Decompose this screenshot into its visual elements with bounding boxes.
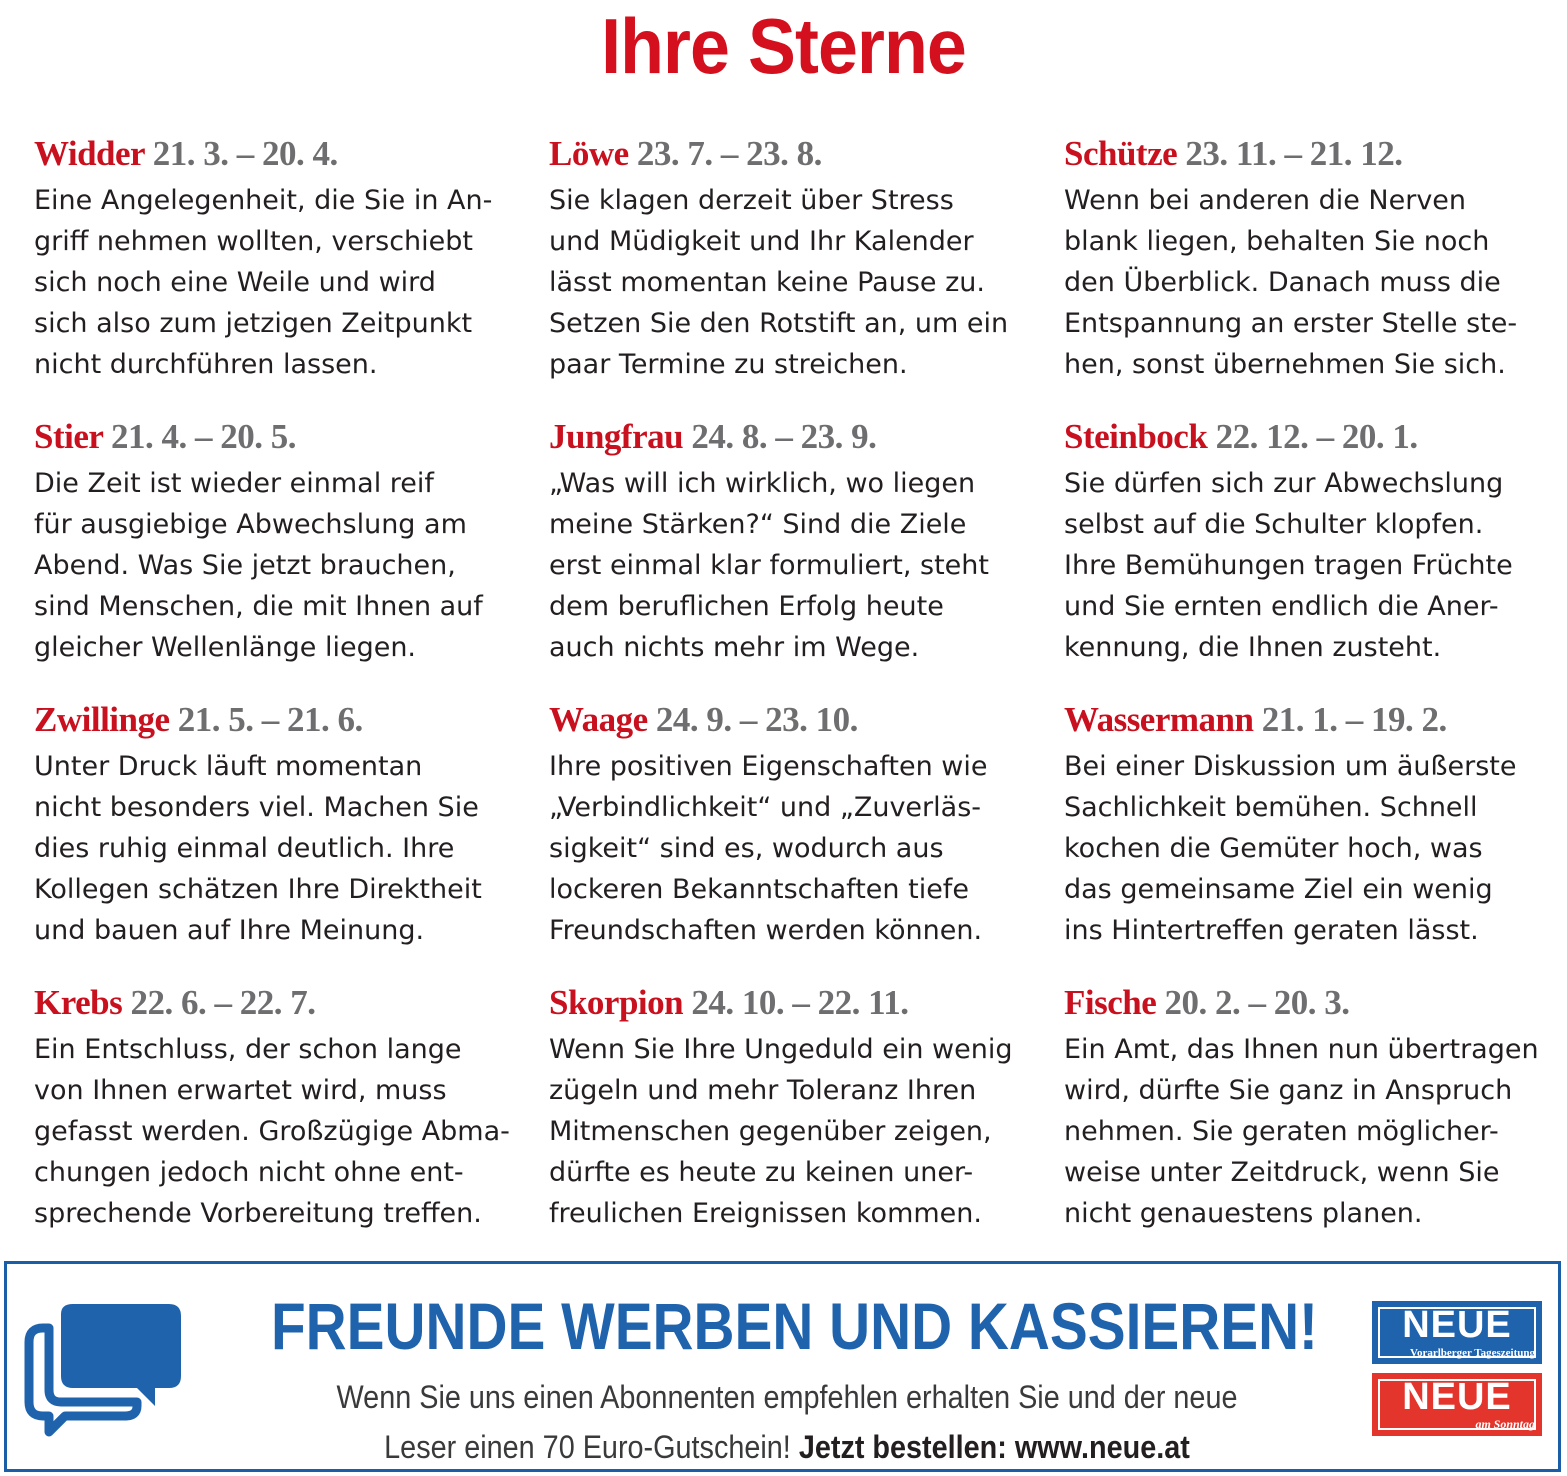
promo-line-2 [247, 1422, 1327, 1472]
text-line: nehmen. Sie geraten möglicher- [1064, 1116, 1499, 1147]
text-line: sind Menschen, die mit Ihnen auf [34, 591, 483, 622]
promo-line-2-text: Leser einen 70 Euro-Gutschein! [384, 1429, 791, 1465]
sign-name: Stier [34, 417, 103, 456]
sign-heading [1064, 128, 1559, 180]
sign-name: Skorpion [549, 983, 684, 1022]
neue-am-sonntag-logo[interactable] [1372, 1373, 1542, 1436]
sign-name: Wassermann [1064, 700, 1254, 739]
text-line: auch nichts mehr im Wege. [549, 632, 920, 663]
sign-krebs [34, 977, 524, 1260]
text-line: lockeren Bekanntschaften tiefe [549, 874, 969, 905]
text-line: sich also zum jetzigen Zeitpunkt [34, 308, 473, 339]
text-line: chungen jedoch nicht ohne ent- [34, 1157, 464, 1188]
sign-heading [34, 694, 524, 746]
text-line: selbst auf die Schulter klopfen. [1064, 509, 1484, 540]
text-line: Abend. Was Sie jetzt brauchen, [34, 550, 456, 581]
text-line: ins Hintertreffen geraten lässt. [1064, 915, 1479, 946]
promo-text [187, 1372, 1387, 1472]
text-line: erst einmal klar formuliert, steht [549, 550, 989, 581]
promo-cta-link[interactable]: Jetzt bestellen: www.neue.at [798, 1429, 1190, 1465]
sign-wassermann [1064, 694, 1559, 977]
promo-line-1: Wenn Sie uns einen Abonnenten empfehlen erhalten Sie und der neue [336, 1379, 1238, 1415]
text-line: Ein Entschluss, der schon lange [34, 1034, 462, 1065]
text-line: kennung, die Ihnen zusteht. [1064, 632, 1442, 663]
text-line: Mitmenschen gegenüber zeigen, [549, 1116, 992, 1147]
sign-dates: 20. 2. – 20. 3. [1164, 983, 1350, 1022]
text-line: wird, dürfte Sie ganz in Anspruch [1064, 1075, 1513, 1106]
sign-waage [549, 694, 1039, 977]
text-line: Freundschaften werden können. [549, 915, 983, 946]
logo-subtitle-small: am [1475, 1417, 1491, 1431]
text-line: „Verbindlichkeit“ und „Zuverläs- [549, 792, 981, 823]
sign-dates: 24. 9. – 23. 10. [655, 700, 858, 739]
text-line: Wenn bei anderen die Nerven [1064, 185, 1467, 216]
sign-name: Steinbock [1064, 417, 1208, 456]
text-line: „Was will ich wirklich, wo liegen [549, 468, 976, 499]
sign-text [34, 463, 524, 668]
sign-dates: 23. 7. – 23. 8. [636, 134, 822, 173]
sign-name: Löwe [549, 134, 629, 173]
sign-widder [34, 128, 524, 411]
sign-dates: 24. 10. – 22. 11. [691, 983, 909, 1022]
text-line: meine Stärken?“ Sind die Ziele [549, 509, 967, 540]
sign-heading [34, 977, 524, 1029]
sign-dates: 23. 11. – 21. 12. [1185, 134, 1403, 173]
text-line: dürfte es heute zu keinen uner- [549, 1157, 974, 1188]
neue-logo[interactable] [1372, 1301, 1542, 1364]
text-line: lässt momentan keine Pause zu. [549, 267, 985, 298]
sign-name: Schütze [1064, 134, 1178, 173]
text-line: sigkeit“ sind es, wodurch aus [549, 833, 944, 864]
text-line: Bei einer Diskussion um äußerste [1064, 751, 1517, 782]
sign-heading [34, 411, 524, 463]
text-line: Ihre Bemühungen tragen Früchte [1064, 550, 1513, 581]
promo-banner[interactable] [4, 1261, 1561, 1472]
text-line: nicht genauestens planen. [1064, 1198, 1423, 1229]
text-line: Die Zeit ist wieder einmal reif [34, 468, 434, 499]
sign-text [34, 1029, 524, 1234]
text-line: nicht durchführen lassen. [34, 349, 378, 380]
sign-name: Fische [1064, 983, 1157, 1022]
sign-text [1064, 746, 1559, 951]
sign-heading [549, 411, 1039, 463]
sign-heading [549, 977, 1039, 1029]
text-line: Wenn Sie Ihre Ungeduld ein wenig [549, 1034, 1013, 1065]
sign-zwillinge [34, 694, 524, 977]
logo-word: NEUE [1402, 1376, 1512, 1418]
text-line: Ein Amt, das Ihnen nun übertragen [1064, 1034, 1539, 1065]
sign-heading [1064, 977, 1559, 1029]
text-line: Setzen Sie den Rotstift an, um ein [549, 308, 1009, 339]
logo-word: NEUE [1402, 1304, 1512, 1346]
page-title: Ihre Sterne [601, 2, 966, 90]
text-line: und Sie ernten endlich die Aner- [1064, 591, 1499, 622]
horoscope-column-3 [1064, 128, 1559, 1260]
sign-name: Zwillinge [34, 700, 170, 739]
sign-text [549, 746, 1039, 951]
sign-jungfrau [549, 411, 1039, 694]
sign-fische [1064, 977, 1559, 1260]
horoscope-column-2 [549, 128, 1039, 1260]
speech-bubbles-icon [21, 1302, 183, 1438]
text-line: griff nehmen wollten, verschiebt [34, 226, 474, 257]
text-line: dies ruhig einmal deutlich. Ihre [34, 833, 455, 864]
sign-dates: 21. 5. – 21. 6. [177, 700, 363, 739]
sign-name: Krebs [34, 983, 123, 1022]
sign-skorpion [549, 977, 1039, 1260]
sign-dates: 21. 4. – 20. 5. [111, 417, 297, 456]
text-line: für ausgiebige Abwechslung am [34, 509, 467, 540]
text-line: kochen die Gemüter hoch, was [1064, 833, 1483, 864]
sign-text [34, 746, 524, 951]
sign-name: Widder [34, 134, 145, 173]
text-line: hen, sonst übernehmen Sie sich. [1064, 349, 1506, 380]
logo-subtitle: Vorarlberger Tageszeitung [1410, 1347, 1535, 1359]
sign-heading [1064, 694, 1559, 746]
text-line: sich noch eine Weile und wird [34, 267, 436, 298]
text-line: gleicher Wellenlänge liegen. [34, 632, 417, 663]
text-line: und bauen auf Ihre Meinung. [34, 915, 425, 946]
text-line: paar Termine zu streichen. [549, 349, 908, 380]
text-line: zügeln und mehr Toleranz Ihren [549, 1075, 977, 1106]
text-line: sprechende Vorbereitung treffen. [34, 1198, 482, 1229]
text-line: freulichen Ereignissen kommen. [549, 1198, 982, 1229]
text-line: blank liegen, behalten Sie noch [1064, 226, 1490, 257]
sign-text [1064, 180, 1559, 385]
sign-heading [1064, 411, 1559, 463]
sign-dates: 21. 3. – 20. 4. [152, 134, 338, 173]
sign-text [1064, 1029, 1559, 1234]
sign-heading [549, 128, 1039, 180]
sign-steinbock [1064, 411, 1559, 694]
logo-subtitle [1375, 1418, 1535, 1432]
text-line: Ihre positiven Eigenschaften wie [549, 751, 988, 782]
sign-text [549, 1029, 1039, 1234]
sign-text [34, 180, 524, 385]
sign-heading [34, 128, 524, 180]
text-line: gefasst werden. Großzügige Abma- [34, 1116, 510, 1147]
sign-dates: 22. 12. – 20. 1. [1215, 417, 1418, 456]
sign-text [549, 180, 1039, 385]
sign-text [1064, 463, 1559, 668]
text-line: Eine Angelegenheit, die Sie in An- [34, 185, 493, 216]
horoscope-column-1 [34, 128, 524, 1260]
text-line: den Überblick. Danach muss die [1064, 267, 1501, 298]
text-line: Sie klagen derzeit über Stress [549, 185, 954, 216]
sign-dates: 24. 8. – 23. 9. [691, 417, 877, 456]
text-line: weise unter Zeitdruck, wenn Sie [1064, 1157, 1500, 1188]
sign-name: Waage [549, 700, 648, 739]
text-line: Unter Druck läuft momentan [34, 751, 423, 782]
text-line: nicht besonders viel. Machen Sie [34, 792, 479, 823]
sign-schuetze [1064, 128, 1559, 411]
text-line: das gemeinsame Ziel ein wenig [1064, 874, 1493, 905]
sign-heading [549, 694, 1039, 746]
sign-dates: 22. 6. – 22. 7. [130, 983, 316, 1022]
sign-loewe [549, 128, 1039, 411]
text-line: Sachlichkeit bemühen. Schnell [1064, 792, 1478, 823]
sign-stier [34, 411, 524, 694]
logo-subtitle-main: Sonntag [1493, 1417, 1535, 1431]
text-line: von Ihnen erwartet wird, muss [34, 1075, 447, 1106]
text-line: Entspannung an erster Stelle ste- [1064, 308, 1518, 339]
sign-name: Jungfrau [549, 417, 684, 456]
sign-dates: 21. 1. – 19. 2. [1261, 700, 1447, 739]
text-line: dem beruflichen Erfolg heute [549, 591, 944, 622]
text-line: Sie dürfen sich zur Abwechslung [1064, 468, 1504, 499]
promo-headline: FREUNDE WERBEN UND KASSIEREN! [271, 1289, 1318, 1363]
text-line: und Müdigkeit und Ihr Kalender [549, 226, 974, 257]
text-line: Kollegen schätzen Ihre Direktheit [34, 874, 482, 905]
sign-text [549, 463, 1039, 668]
